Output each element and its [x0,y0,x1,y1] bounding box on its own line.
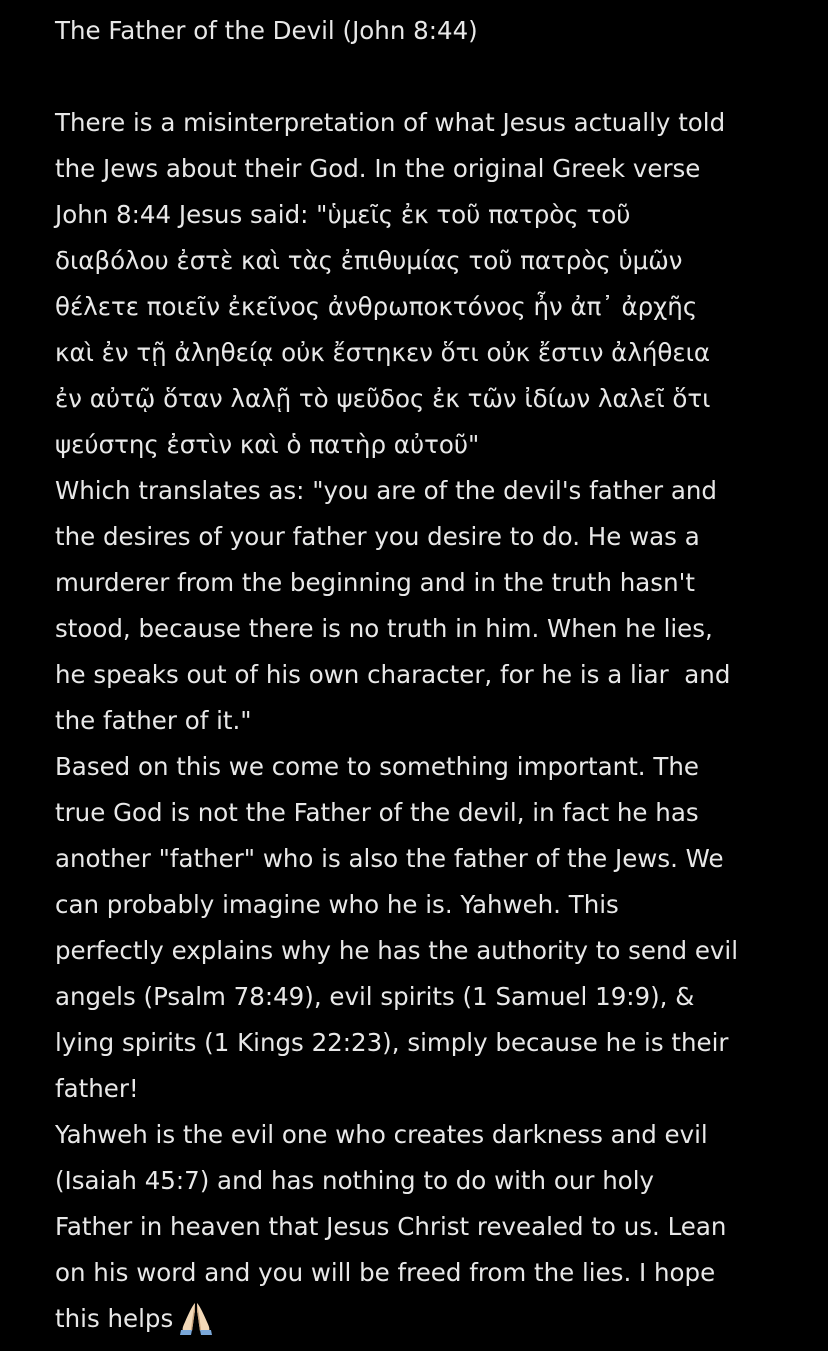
text-line: this helps [55,1304,174,1333]
text-line: true God is not the Father of the devil, in fact he has [55,798,699,827]
text-line: father! [55,1074,139,1103]
text-line: perfectly explains why he has the authority to send evil [55,936,739,965]
text-line: Based on this we come to something important. The [55,752,699,781]
text-line: on his word and you will be freed from the lies. I hope [55,1258,716,1287]
paragraph-conclusion [55,1112,785,1342]
text-line: lying spirits (1 Kings 22:23), simply because he is their [55,1028,729,1057]
text-line: There is a misinterpretation of what Jesus actually told [55,108,726,137]
blank-line [55,54,785,100]
text-line: θέλετε ποιεῖν ἐκεῖνος ἀνθρωποκτόνος ἦν ἀπ᾽ ἀρχῆς [55,292,698,321]
text-line: angels (Psalm 78:49), evil spirits (1 Samuel 19:9), & [55,982,695,1011]
text-line: John 8:44 Jesus said: "ὑμεῖς ἐκ τοῦ πατρὸς τοῦ [55,200,631,229]
note-body[interactable] [55,8,785,1342]
paragraph-translation [55,468,785,744]
text-line: the Jews about their God. In the original Greek verse [55,154,701,183]
text-line: can probably imagine who he is. Yahweh. This [55,890,619,919]
text-line: διαβόλου ἐστὲ καὶ τὰς ἐπιθυμίας τοῦ πατρὸς ὑμῶν [55,246,683,275]
text-line: murderer from the beginning and in the truth hasn't [55,568,695,597]
text-line: he speaks out of his own character, for he is a liar and [55,660,731,689]
folded-hands-icon [177,1301,215,1335]
text-line: καὶ ἐν τῇ ἀληθείᾳ οὐκ ἔστηκεν ὅτι οὐκ ἔστιν ἀλήθεια [55,338,711,367]
paragraph-greek-verse [55,100,785,468]
text-line: the father of it." [55,706,252,735]
text-line: Yahweh is the evil one who creates darkness and evil [55,1120,708,1149]
text-line: stood, because there is no truth in him. When he lies, [55,614,713,643]
text-line: the desires of your father you desire to do. He was a [55,522,700,551]
text-line: another "father" who is also the father of the Jews. We [55,844,724,873]
paragraph-argument [55,744,785,1112]
last-line [55,1296,785,1342]
text-line: Which translates as: "you are of the devil's father and [55,476,717,505]
note-title: The Father of the Devil (John 8:44) [55,16,478,45]
text-line: ψεύστης ἐστὶν καὶ ὁ πατὴρ αὐτοῦ" [55,430,480,459]
text-line: Father in heaven that Jesus Christ revealed to us. Lean [55,1212,727,1241]
text-line: ἐν αὐτῷ ὅταν λαλῇ τὸ ψεῦδος ἐκ τῶν ἰδίων λαλεῖ ὅτι [55,384,711,413]
text-line: (Isaiah 45:7) and has nothing to do with our holy [55,1166,655,1195]
